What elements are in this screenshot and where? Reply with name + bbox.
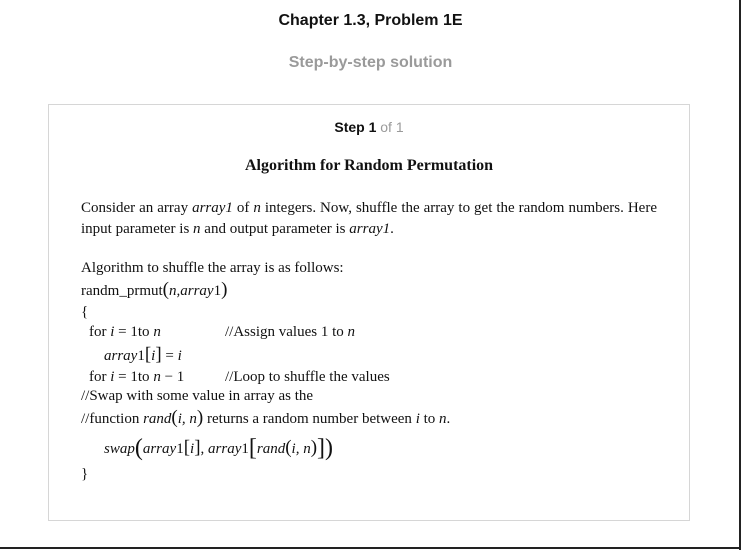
comment-assign [225,324,355,341]
array-name: array [208,441,242,457]
loop-bound: n [153,369,161,385]
frame-border-bottom [0,547,741,549]
loop-range: = 1to [114,369,154,385]
intro-text: and output parameter is [200,221,350,237]
loop-bound: n [153,324,161,340]
intro-text: Consider an array [81,200,193,216]
comment-var: i [415,411,420,427]
function-arg-num: 1 [213,283,222,299]
intro-var: array1 [192,200,233,216]
loop-bound-tail: − 1 [160,369,185,385]
swap-fn: swap [104,441,135,457]
index-var: i [190,441,195,457]
assign-statement: array1[i] = i [104,344,182,365]
algorithm-intro: Algorithm to shuffle the array is as follows: [81,260,344,276]
intro-var: n [253,200,261,216]
comment-var: n [347,324,355,340]
for-keyword: for [89,324,111,340]
array-name: array [142,441,177,457]
array-name: array [104,348,138,364]
comment-var: n [439,411,447,427]
for-loop-2 [89,369,184,386]
close-brace: } [81,466,89,482]
equals-sign: = [161,348,178,364]
comment-function: //function rand(i, n) returns a random number between i to n. [81,407,451,428]
intro-var: n [193,221,201,237]
section-title: Algorithm for Random Permutation [244,157,494,174]
step-total: of 1 [380,119,404,135]
solution-subtitle: Step-by-step solution [288,54,453,71]
rand-fn: rand [256,441,286,457]
comment-text: to [419,411,440,427]
for-keyword: for [89,369,111,385]
function-name: randm_prmut [81,283,163,299]
rand-args: i, n [177,411,197,427]
intro-paragraph [81,198,657,240]
function-arg: n, [168,283,181,299]
comment-loop: //Loop to shuffle the values [225,369,390,385]
step-header [49,119,689,135]
comment-text: //Assign values 1 to [225,324,348,340]
swap-statement: swap(array1[i], array1[rand(i, n)]) [104,435,334,461]
assign-value: i [177,348,182,364]
comment-text: . [446,411,451,427]
array-num: 1 [241,441,249,457]
array-num: 1 [137,348,145,364]
rand-args: i, n [291,441,311,457]
loop-range: = 1to [114,324,154,340]
function-arg: array [180,283,214,299]
open-brace: { [81,304,89,320]
loop-var: i [110,324,115,340]
index-var: i [151,348,156,364]
comment-text: //function [81,411,144,427]
step-label: Step 1 [334,119,377,135]
loop-var: i [110,369,115,385]
intro-var: array1 [349,221,391,237]
intro-text: of [232,200,254,216]
intro-text: integers. Now, shuffle the array to get the random numbers. Here input parameter is [81,200,657,237]
chapter-title: Chapter 1.3, Problem 1E [278,12,463,29]
swap-separator: , [200,441,209,457]
comment-text: returns a random number between [203,411,416,427]
comment-swap: //Swap with some value in array as the [81,388,314,404]
rand-fn: rand [143,411,172,427]
array-num: 1 [176,441,184,457]
for-loop-1 [89,324,161,341]
function-signature: randm_prmut(n,array1) [81,279,228,300]
intro-text: . [390,221,394,237]
solution-card [48,104,690,521]
